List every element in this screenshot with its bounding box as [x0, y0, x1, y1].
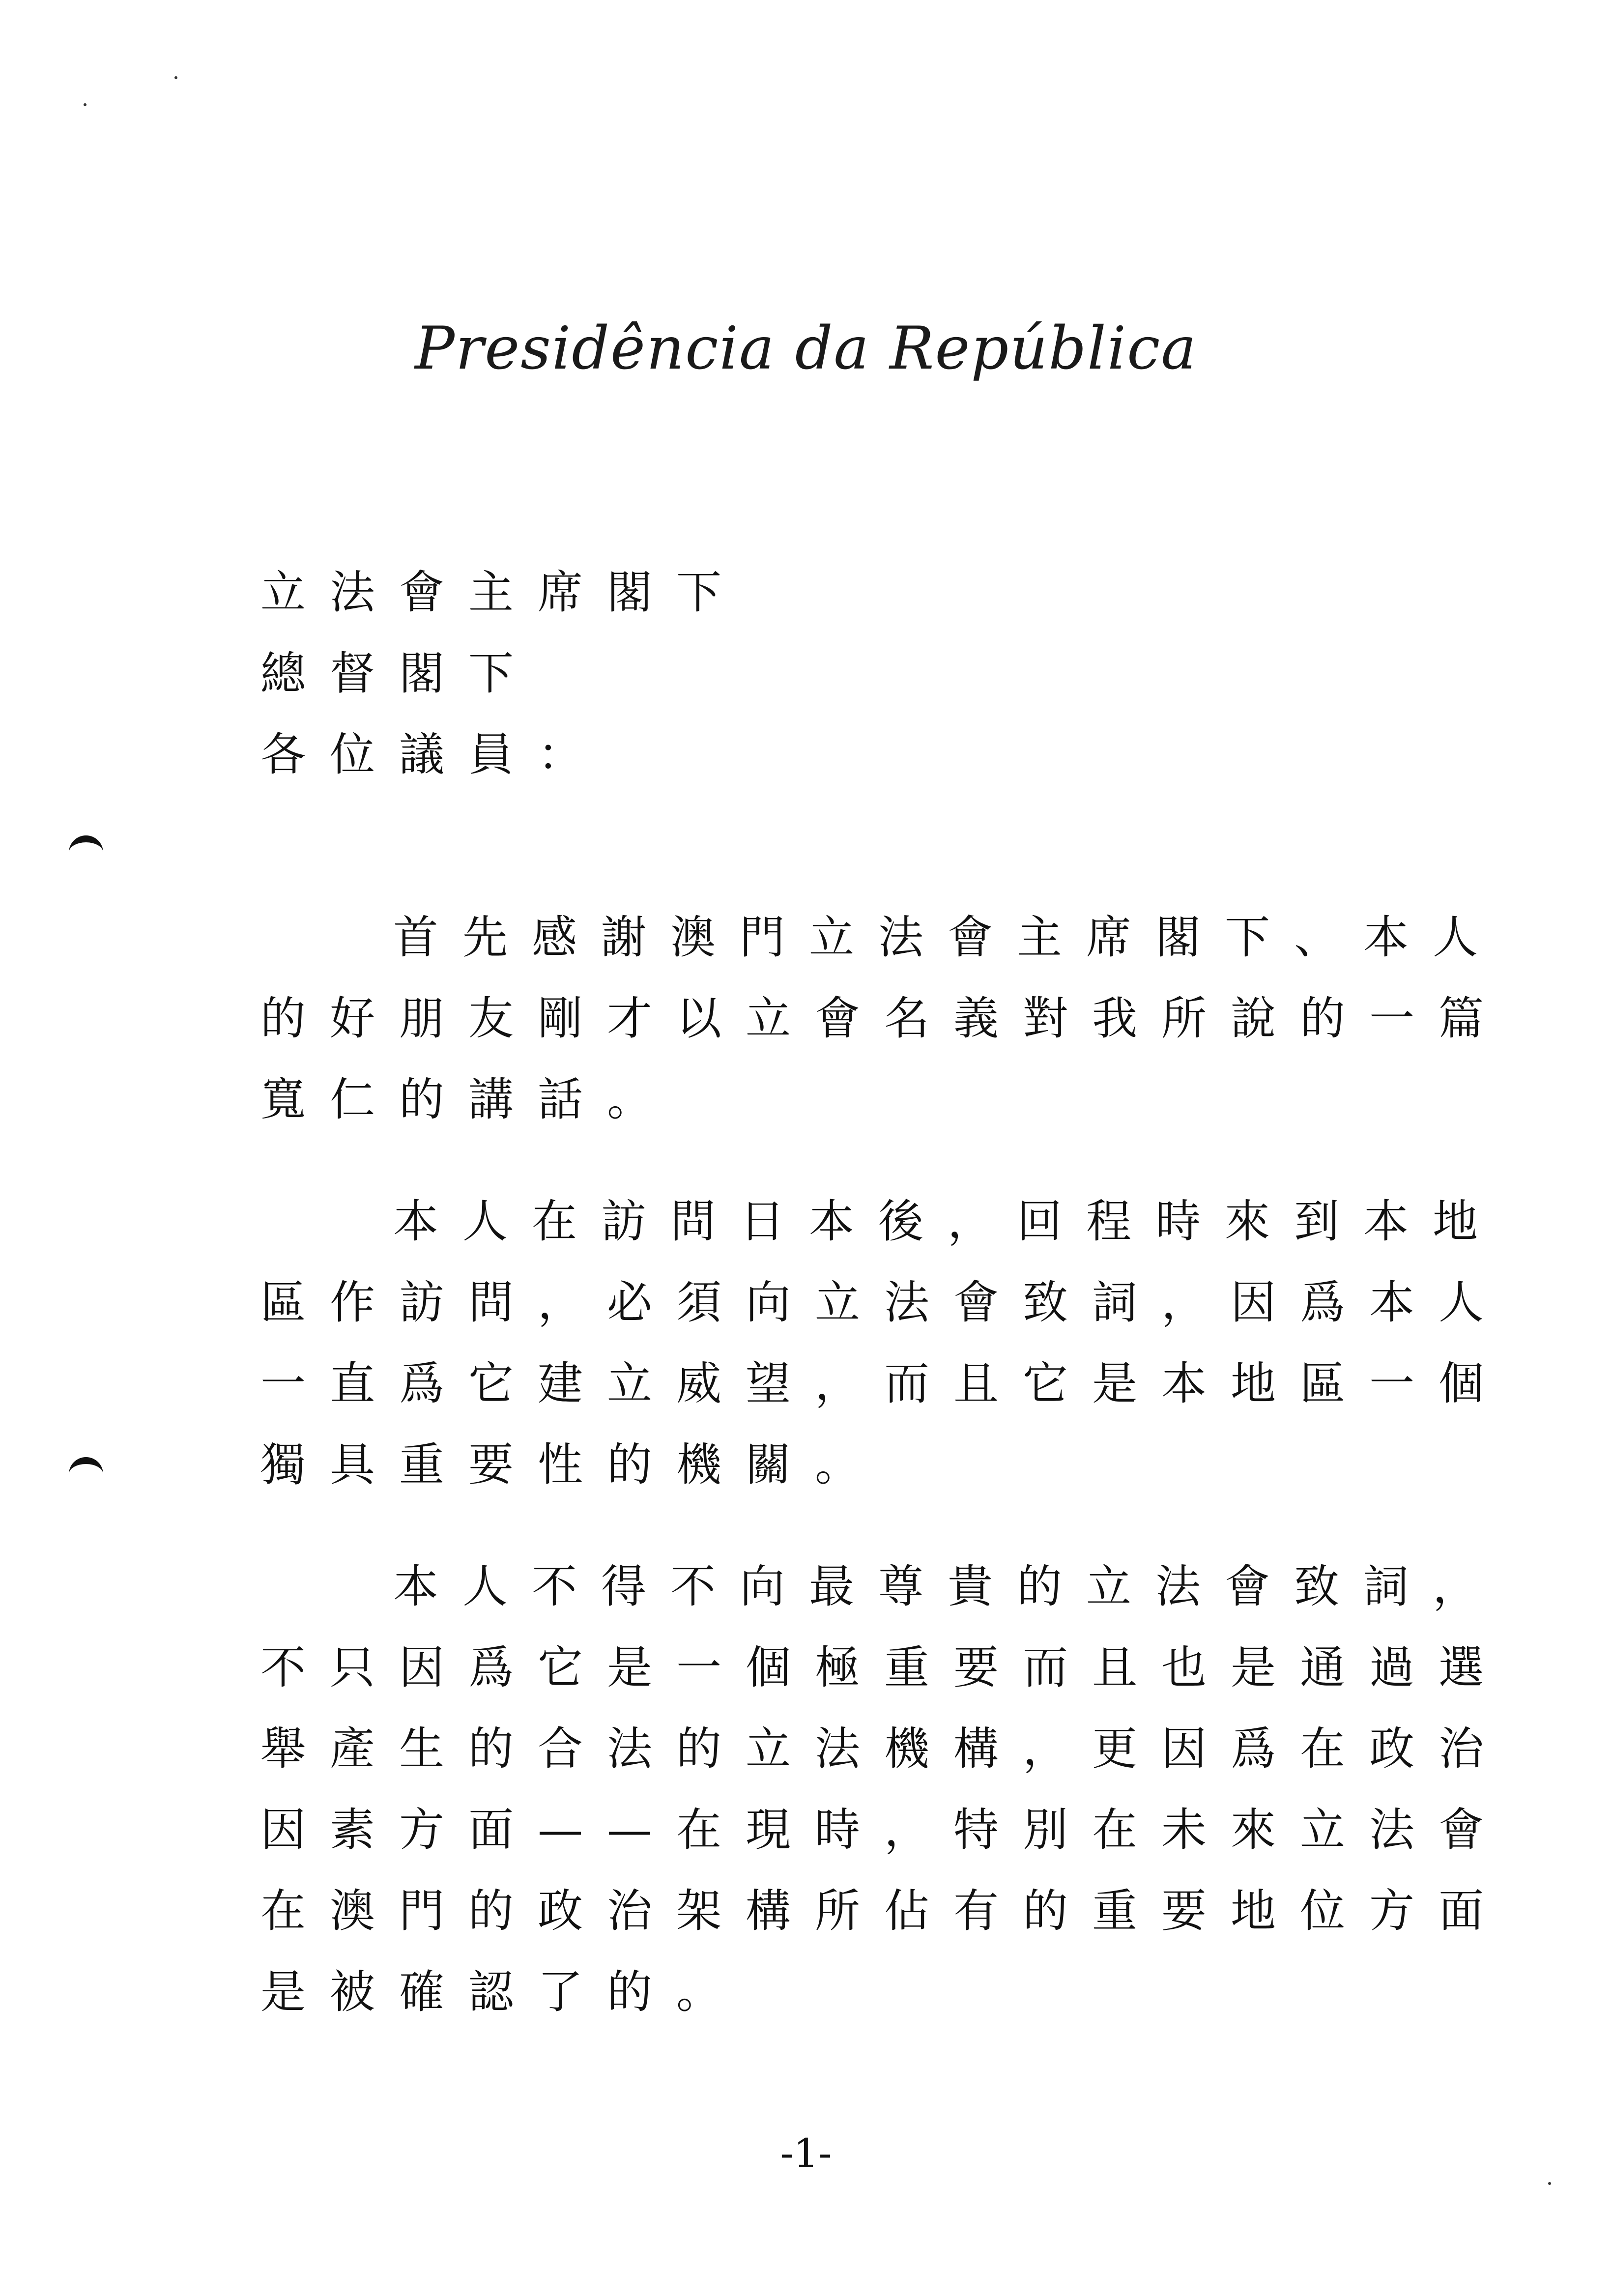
paragraph-line: 是被確認了的。 — [260, 1966, 746, 2018]
paragraph-line: 一直爲它建立威望，而且它是本地區一個 — [260, 1357, 1508, 1410]
paragraph-line: 寬仁的講話。 — [260, 1073, 677, 1126]
paragraph-line: 舉產生的合法的立法機構，更因爲在政治 — [260, 1722, 1508, 1775]
paragraph-line: 獨具重要性的機關。 — [260, 1438, 885, 1491]
binder-hole-mark — [69, 835, 103, 862]
scan-speck — [174, 76, 177, 79]
letterhead: Presidência da República — [415, 315, 1197, 383]
scan-speck — [84, 103, 86, 106]
salutation-line: 立法會主席閣下 — [260, 566, 746, 619]
paragraph-line: 因素方面——在現時，特別在未來立法會 — [260, 1804, 1508, 1856]
salutation-line: 各位議員： — [260, 728, 607, 781]
paragraph-line: 本人不得不向最尊貴的立法會致詞， — [393, 1560, 1502, 1613]
paragraph-line: 首先感謝澳門立法會主席閣下、本人 — [393, 911, 1502, 964]
paragraph-line: 的好朋友剛才以立會名義對我所說的一篇 — [260, 992, 1508, 1045]
page-number: -1- — [780, 2130, 832, 2176]
paragraph-line: 區作訪問，必須向立法會致詞，因爲本人 — [260, 1276, 1508, 1329]
binder-hole-mark — [69, 1457, 103, 1484]
salutation-line: 總督閣下 — [260, 647, 538, 700]
scan-speck — [1548, 2182, 1551, 2185]
paragraph-line: 不只因爲它是一個極重要而且也是通過選 — [260, 1641, 1508, 1694]
paragraph-line: 在澳門的政治架構所佔有的重要地位方面 — [260, 1885, 1508, 1937]
paragraph-line: 本人在訪問日本後，回程時來到本地 — [393, 1195, 1502, 1248]
